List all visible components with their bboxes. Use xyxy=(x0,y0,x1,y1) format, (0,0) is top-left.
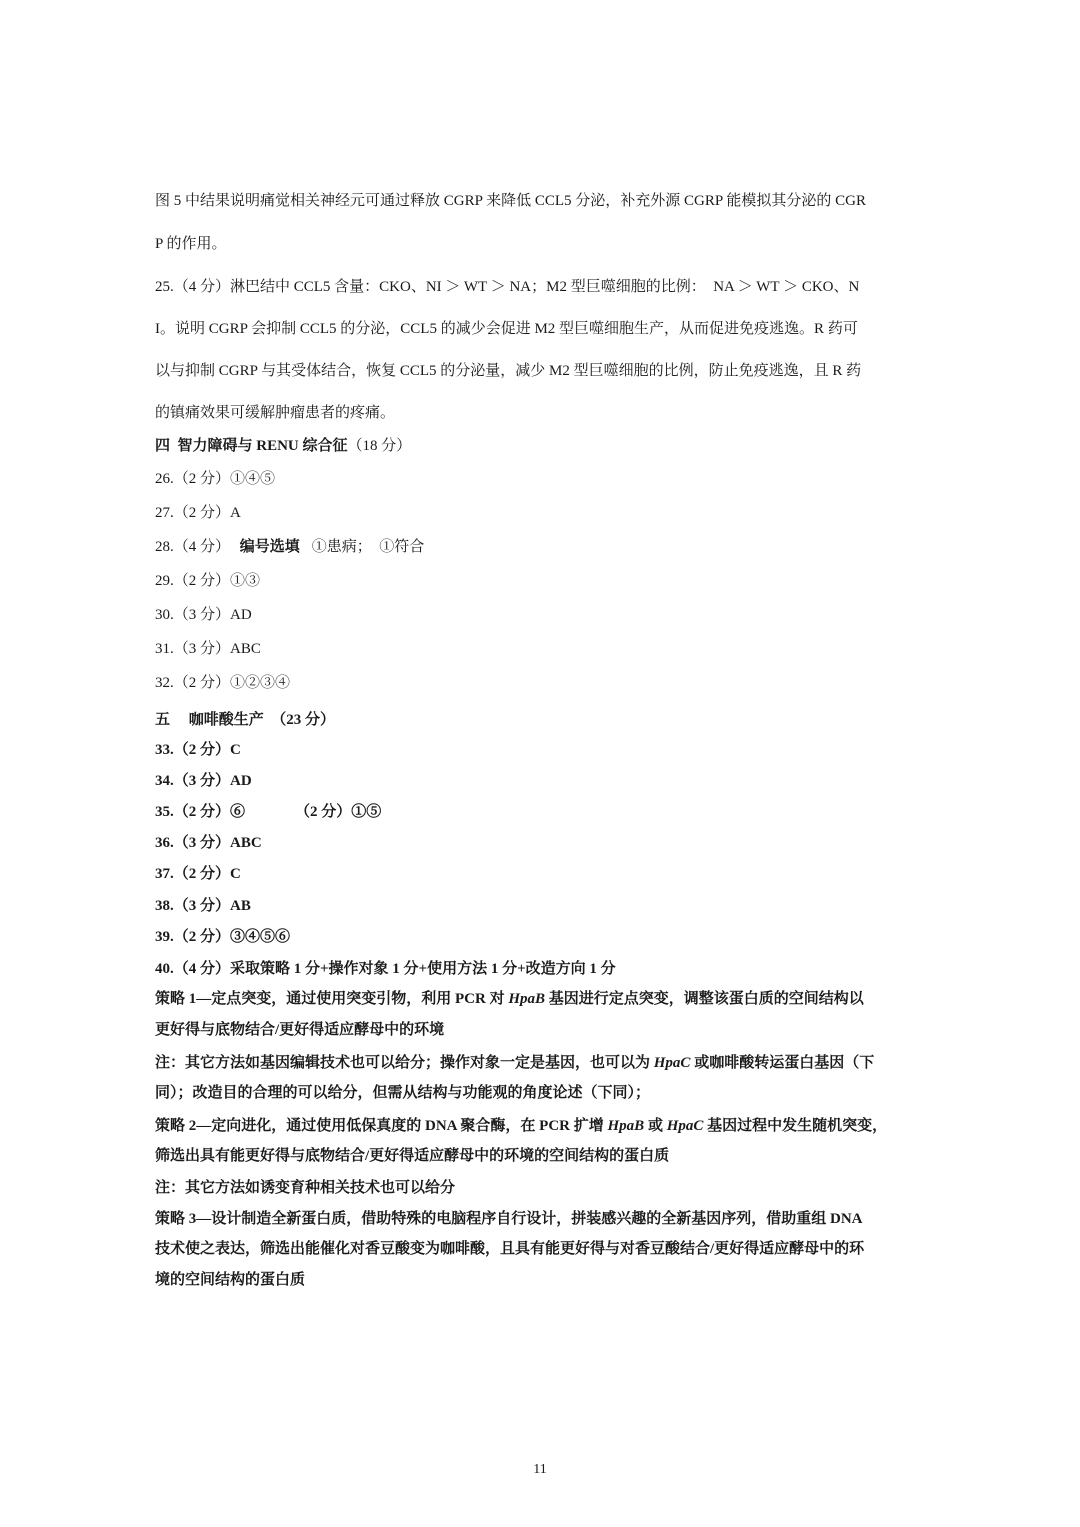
section-title: 四 智力障碍与 RENU 综合征 xyxy=(155,438,348,454)
answer-38: 38.（3 分）AB xyxy=(155,898,251,914)
text: 基因进行定点突变，调整该蛋白质的空间结构以 xyxy=(545,991,864,1007)
text-line: 境的空间结构的蛋白质 xyxy=(155,1272,306,1288)
answer-39: 39.（2 分）③④⑤⑥ xyxy=(155,929,291,945)
gene-name: HpaB xyxy=(607,1118,645,1134)
answer-25: 25.（4 分）淋巴结中 CCL5 含量：CKO、NI ＞ WT ＞ NA；M2 型巨噬细胞的比例： NA ＞ WT ＞ CKO、N xyxy=(155,279,860,295)
answer-28 xyxy=(155,537,424,557)
text-line: 的镇痛效果可缓解肿瘤患者的疼痛。 xyxy=(155,405,396,421)
strategy-2 xyxy=(155,1116,887,1136)
answer-29: 29.（2 分）①③ xyxy=(155,573,261,589)
strategy-3: 策略 3—设计制造全新蛋白质，借助特殊的电脑程序自行设计，拼装感兴趣的全新基因序列，借助重组 DNA xyxy=(155,1211,863,1227)
text-line: 筛选出具有能更好得与底物结合/更好得适应酵母中的环境的空间结构的蛋白质 xyxy=(155,1148,670,1164)
text: 或 xyxy=(644,1118,667,1134)
text: 策略 1—定点突变，通过使用突变引物，利用 PCR 对 xyxy=(155,991,509,1007)
text: 策略 2—定向进化，通过使用低保真度的 DNA 聚合酶，在 PCR 扩增 xyxy=(155,1118,608,1134)
note-1 xyxy=(155,1053,874,1073)
answer-37: 37.（2 分）C xyxy=(155,866,241,882)
answer-35-first: 35.（2 分）⑥ xyxy=(155,804,246,820)
gene-name: HpaB xyxy=(508,991,546,1007)
note-2: 注：其它方法如诱变育种相关技术也可以给分 xyxy=(155,1180,456,1196)
section-heading-5: 五 咖啡酸生产 （23 分） xyxy=(155,712,336,728)
text-line: 以与抑制 CGRP 与其受体结合，恢复 CCL5 的分泌量，减少 M2 型巨噬细胞的比例，防止免疫逃逸，且 R 药 xyxy=(155,363,862,379)
section-heading-4 xyxy=(155,436,411,456)
answer-28-bold: 编号选填 xyxy=(239,539,300,555)
answer-35 xyxy=(155,802,381,822)
section-score: （18 分） xyxy=(347,438,412,454)
answer-27: 27.（2 分）A xyxy=(155,505,241,521)
gene-name: HpaC xyxy=(653,1055,691,1071)
answer-32: 32.（2 分）①②③④ xyxy=(155,675,291,691)
answer-28-value: ①患病； ①符合 xyxy=(311,539,425,555)
text-line: 图 5 中结果说明痛觉相关神经元可通过释放 CGRP 来降低 CCL5 分泌，补充外源 CGRP 能模拟其分泌的 CGR xyxy=(155,193,867,209)
gene-name: HpaC xyxy=(666,1118,704,1134)
answer-28-label: 28.（4 分） xyxy=(155,539,231,555)
answer-35-second: （2 分）①⑤ xyxy=(295,804,382,820)
answer-36: 36.（3 分）ABC xyxy=(155,835,262,851)
text: 注：其它方法如基因编辑技术也可以给分；操作对象一定是基因，也可以为 xyxy=(155,1055,654,1071)
text-line: 更好得与底物结合/更好得适应酵母中的环境 xyxy=(155,1022,445,1038)
text: 基因过程中发生随机突变， xyxy=(703,1118,888,1134)
text-line: 技术使之表达，筛选出能催化对香豆酸变为咖啡酸，且具有能更好得与对香豆酸结合/更好得适应酵母中的环 xyxy=(155,1241,865,1257)
answer-26: 26.（2 分）①④⑤ xyxy=(155,471,276,487)
answer-40: 40.（4 分）采取策略 1 分+操作对象 1 分+使用方法 1 分+改造方向 1 分 xyxy=(155,961,616,977)
text-line: P 的作用。 xyxy=(155,236,227,252)
answer-31: 31.（3 分）ABC xyxy=(155,641,261,657)
strategy-1 xyxy=(155,989,864,1009)
answer-30: 30.（3 分）AD xyxy=(155,607,252,623)
text-line: I。说明 CGRP 会抑制 CCL5 的分泌，CCL5 的减少会促进 M2 型巨噬细胞生产，从而促进免疫逃逸。R 药可 xyxy=(155,321,858,337)
page-number: 11 xyxy=(533,1462,547,1477)
answer-33: 33.（2 分）C xyxy=(155,742,241,758)
answer-34: 34.（3 分）AD xyxy=(155,773,252,789)
text: 或咖啡酸转运蛋白基因（下 xyxy=(690,1055,875,1071)
text-line: 同）；改造目的合理的可以给分，但需从结构与功能观的角度论述（下同）； xyxy=(155,1085,651,1101)
